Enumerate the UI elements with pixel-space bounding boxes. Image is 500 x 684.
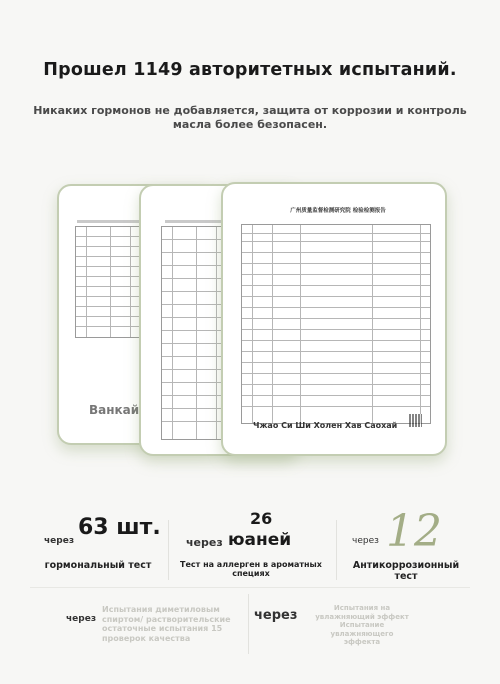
- stat-1-caption: гормональный тест: [44, 560, 152, 571]
- report-signature: Чжао Си Ши Холен Хав Саохай: [253, 421, 398, 430]
- divider: [168, 520, 169, 580]
- stat-3-prefix: через: [352, 536, 379, 546]
- stat-5-prefix: через: [254, 608, 298, 623]
- report-header-line: [77, 220, 147, 223]
- stat-2-prefix: через: [186, 536, 223, 549]
- stat-4-caption: Испытания диметиловым спиртом/ растворительские остаточные испытания 15 проверок качества: [102, 605, 231, 643]
- report-title: 广州质量监督检测研究院 检验检测报告: [290, 208, 386, 214]
- report-table: [241, 224, 431, 424]
- stat-1-prefix: через: [44, 536, 75, 546]
- stat-3-caption: Антикоррозионный тест: [352, 560, 460, 582]
- divider: [248, 594, 249, 654]
- stat-2-value: юаней: [228, 530, 292, 550]
- stat-2-caption: Тест на аллерген в ароматных специях: [180, 560, 322, 578]
- stat-4-prefix: через: [66, 614, 97, 624]
- divider: [336, 520, 337, 580]
- report-signature: Ванкай: [89, 403, 140, 417]
- divider: [30, 587, 470, 588]
- qr-code-icon: [409, 414, 422, 427]
- stat-2-number: 26: [250, 509, 273, 528]
- page-subtitle: Никаких гормонов не добавляется, защита от коррозии и контроль масла более безопасен.: [33, 104, 467, 131]
- stat-3-value: 12: [386, 506, 442, 557]
- page-title: Прошел 1149 авторитетных испытаний.: [43, 60, 457, 80]
- stat-5-caption: Испытания на увлажняющий эффект Испытание увлажняющего эффекта: [315, 604, 409, 646]
- stat-1-value: 63 шт.: [78, 515, 161, 540]
- test-report-card-3: [221, 182, 447, 456]
